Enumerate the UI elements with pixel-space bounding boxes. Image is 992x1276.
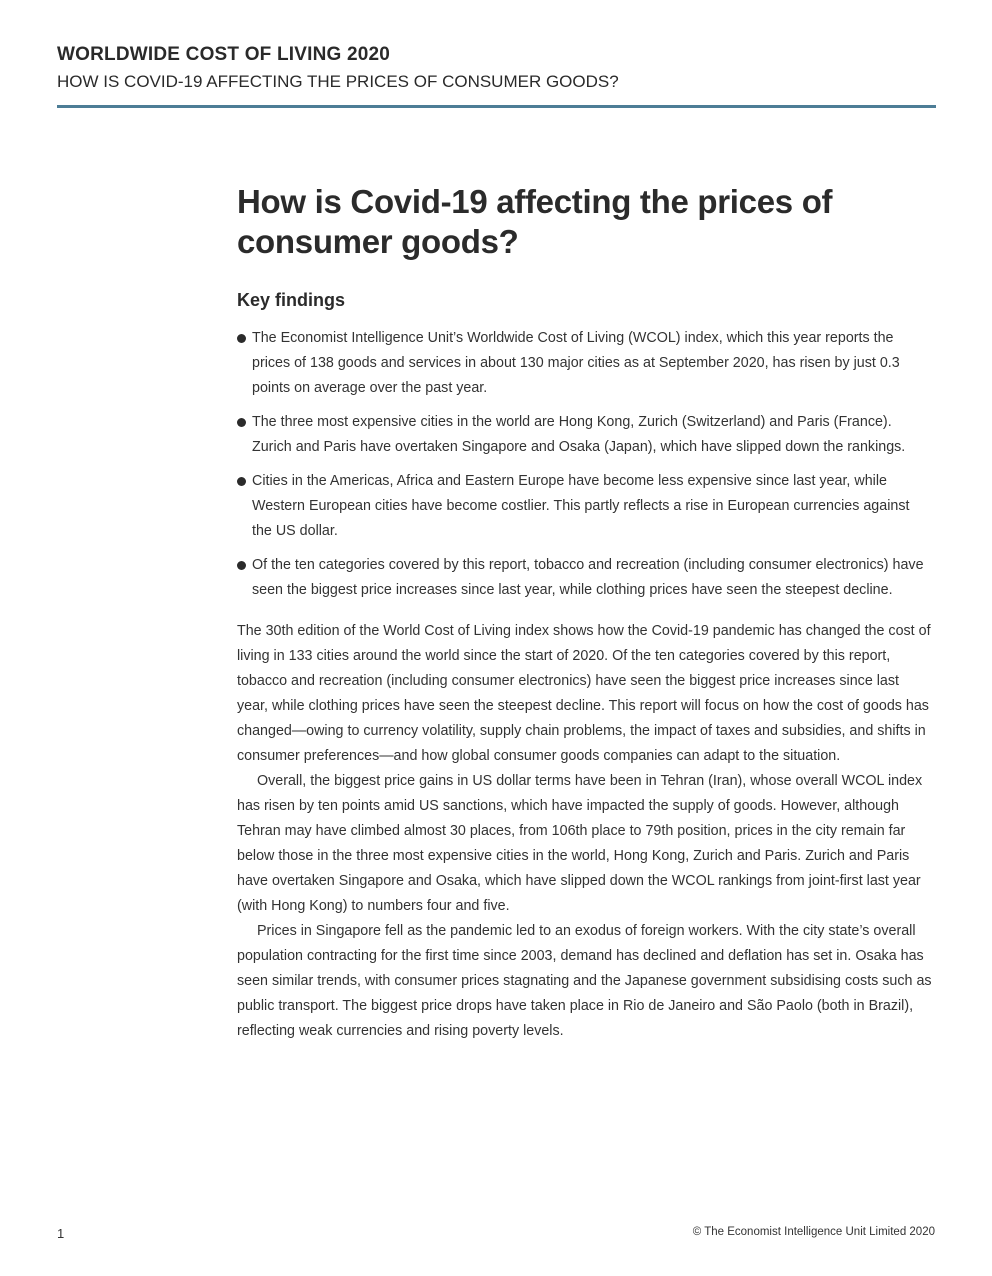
key-findings-list (237, 326, 932, 603)
body-paragraph: Overall, the biggest price gains in US dollar terms have been in Tehran (Iran), whose overall WCOL index has risen by ten points amid US sanctions, which have impacted the supply of goods. However, although Tehran may have climbed almost 30 places, from 106th place to 79th position, prices in the city remain far below those in the three most expensive cities in the world, Hong Kong, Zurich and Paris. Zurich and Paris have overtaken Singapore and Osaka, which have slipped down the WCOL rankings from joint-first last year (with Hong Kong) to numbers four and five. (237, 773, 923, 914)
report-title: WORLDWIDE COST OF LIVING 2020 (57, 44, 391, 65)
page-number: 1 (57, 1226, 65, 1241)
bullet-icon (237, 334, 246, 343)
finding-text: Cities in the Americas, Africa and Eastern Europe have become less expensive since last year, while Western European cities have become costlier. This partly reflects a rise in European currencies against the US dollar. (252, 473, 910, 539)
finding-text: The three most expensive cities in the world are Hong Kong, Zurich (Switzerland) and Paris (France). Zurich and Paris have overtaken Singapore and Osaka (Japan), which have slipped down the rankings. (252, 414, 906, 455)
main-content (237, 182, 932, 1044)
finding-text: The Economist Intelligence Unit’s Worldwide Cost of Living (WCOL) index, which this year reports the prices of 138 goods and services in about 130 major cities as at September 2020, has risen by just 0.3 points on average over the past year. (252, 330, 900, 396)
bullet-icon (237, 418, 246, 427)
finding-item (237, 469, 932, 544)
page-header (57, 42, 936, 94)
bullet-icon (237, 477, 246, 486)
key-findings-heading: Key findings (237, 290, 346, 310)
bullet-icon (237, 561, 246, 570)
body-paragraph: Prices in Singapore fell as the pandemic led to an exodus of foreign workers. With the city state’s overall population contracting for the first time since 2003, demand has declined and deflation has set in. Osaka has seen similar trends, with consumer prices stagnating and the Japanese government subsidising costs such as public transport. The biggest price drops have taken place in Rio de Janeiro and São Paolo (both in Brazil), reflecting weak currencies and rising poverty levels. (237, 923, 932, 1039)
copyright-notice: © The Economist Intelligence Unit Limited 2020 (692, 1226, 935, 1238)
report-subtitle: HOW IS COVID-19 AFFECTING THE PRICES OF CONSUMER GOODS? (57, 72, 619, 91)
page-title: How is Covid-19 affecting the prices of consumer goods? (237, 183, 833, 260)
finding-item (237, 326, 932, 401)
header-divider (57, 105, 936, 108)
finding-item (237, 410, 932, 460)
body-paragraph: The 30th edition of the World Cost of Living index shows how the Covid-19 pandemic has changed the cost of living in 133 cities around the world since the start of 2020. Of the ten categories covered by this report, tobacco and recreation (including consumer electronics) have seen the biggest price increases since last year, while clothing prices have seen the steepest decline. This report will focus on how the cost of goods has changed—owing to currency volatility, supply chain problems, the impact of taxes and subsidies, and shifts in consumer preferences—and how global consumer goods companies can adapt to the situation. (237, 623, 931, 764)
finding-text: Of the ten categories covered by this report, tobacco and recreation (including consumer electronics) have seen the biggest price increases since last year, while clothing prices have seen the steepest decline. (252, 557, 924, 598)
finding-item (237, 553, 932, 603)
